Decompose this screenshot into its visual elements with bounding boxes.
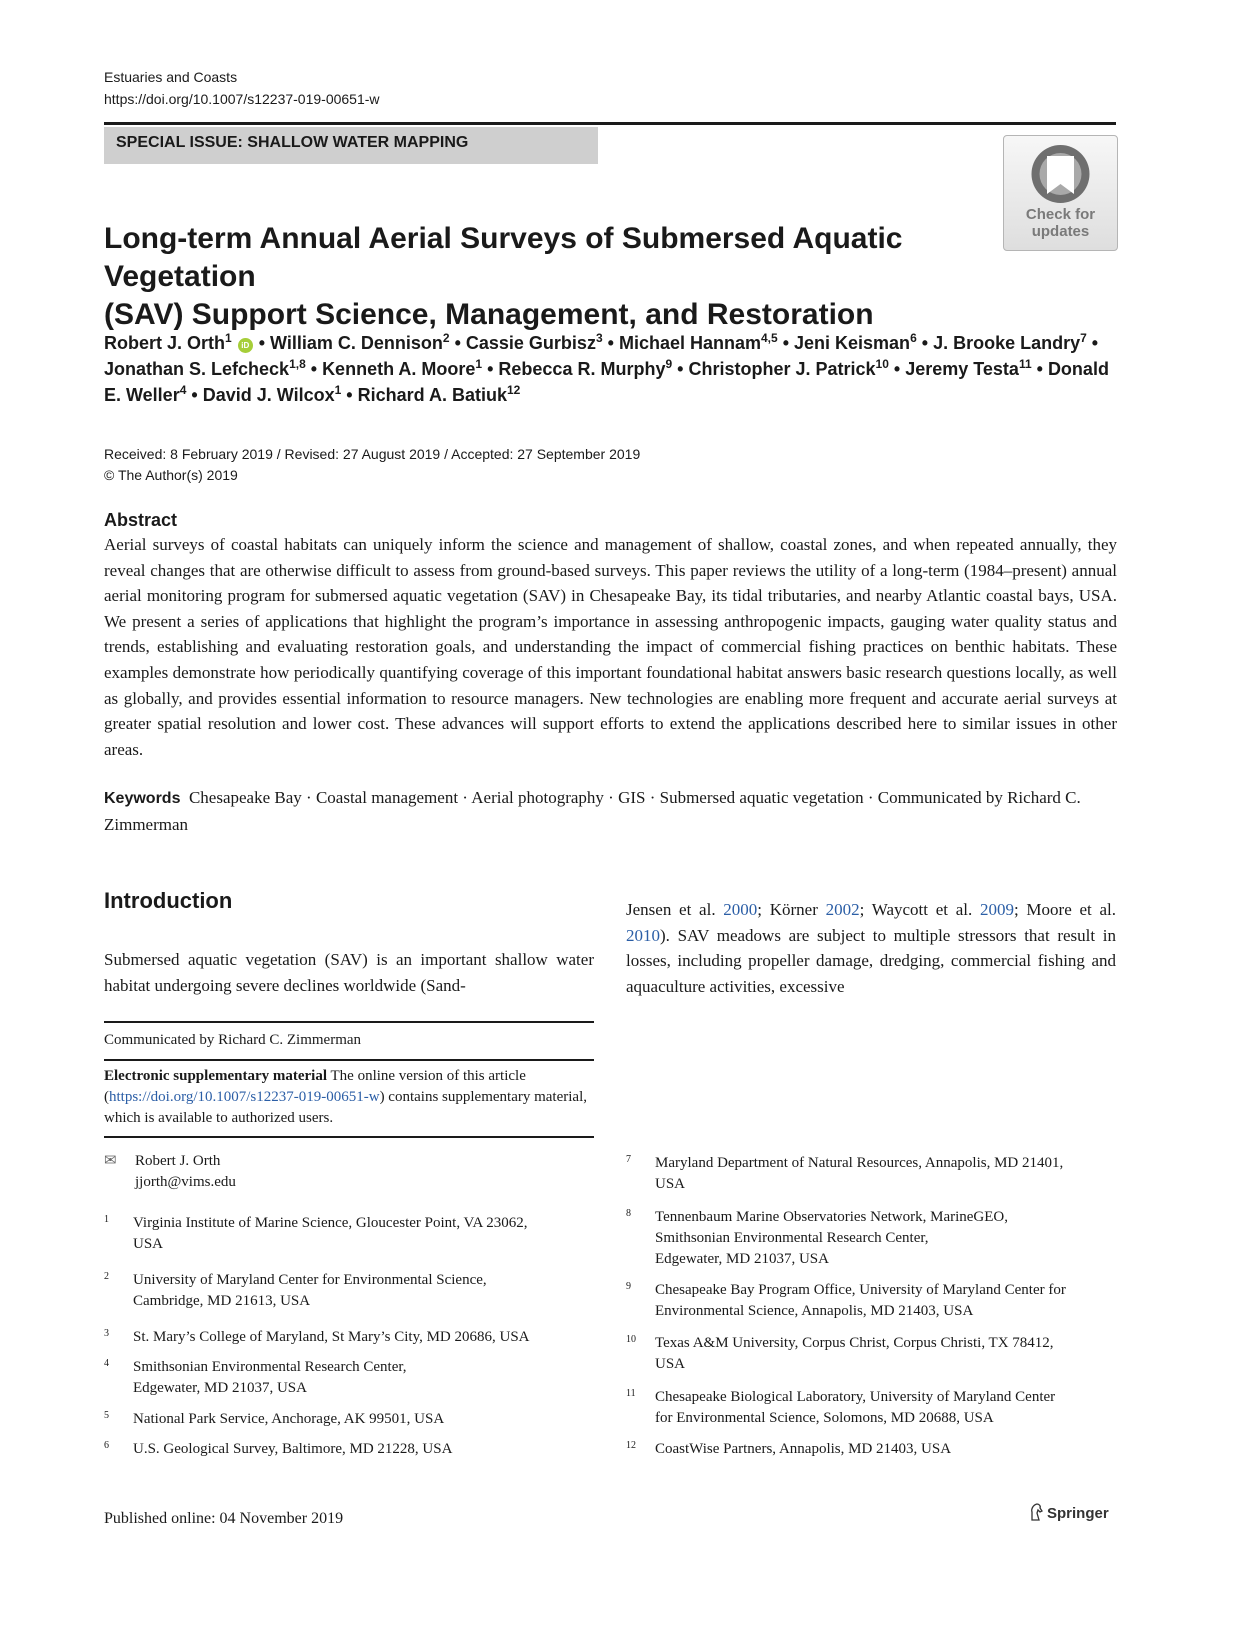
- author-affiliation-sup: 2: [442, 331, 450, 345]
- journal-header: [104, 66, 380, 110]
- published-online: Published online: 04 November 2019: [104, 1510, 344, 1527]
- author-separator: •: [777, 333, 794, 353]
- author-affiliation-sup: 4: [179, 383, 187, 397]
- author[interactable]: [270, 333, 450, 353]
- affiliation-number: 6: [104, 1440, 109, 1451]
- esm-note: [104, 1061, 594, 1136]
- author-affiliation-sup: 12: [506, 383, 521, 397]
- affiliation-number: 9: [626, 1281, 631, 1292]
- affiliation-text: University of Maryland Center for Environmental Science,: [133, 1272, 487, 1288]
- affiliation-8: [626, 1207, 1121, 1270]
- affiliation-text: Edgewater, MD 21037, USA: [133, 1380, 307, 1396]
- author-name: Jonathan S. Lefcheck: [104, 359, 290, 379]
- author-separator: •: [1086, 333, 1099, 353]
- affiliation-text: Smithsonian Environmental Research Center,: [655, 1230, 929, 1246]
- affiliation-12: [626, 1439, 1121, 1460]
- author-affiliation-sup: 1: [475, 357, 483, 371]
- publisher-logo: [1028, 1503, 1109, 1522]
- affiliation-text: CoastWise Partners, Annapolis, MD 21403, USA: [655, 1441, 952, 1457]
- affiliation-text: St. Mary’s College of Maryland, St Mary’s City, MD 20686, USA: [133, 1329, 530, 1345]
- author-separator: •: [253, 333, 271, 353]
- affiliation-text: USA: [655, 1356, 686, 1372]
- author-affiliation-sup: 11: [1018, 357, 1032, 371]
- affiliation-text: Texas A&M University, Corpus Christ, Corpus Christi, TX 78412,: [655, 1335, 1054, 1351]
- citation-link[interactable]: 2010: [626, 925, 660, 945]
- affiliation-4: [104, 1357, 594, 1399]
- affiliation-1: [104, 1213, 594, 1255]
- intro-text: ). SAV meadows are subject to multiple stressors that result in losses, including propeller damage, dredging, commercial fishing and aquaculture activities, excessive: [626, 925, 1116, 996]
- affiliation-text: USA: [655, 1176, 686, 1192]
- author-separator: •: [305, 359, 323, 379]
- author-name: David J. Wilcox: [202, 385, 335, 405]
- affiliation-text: Smithsonian Environmental Research Center,: [133, 1359, 407, 1375]
- title-line-1: Long-term Annual Aerial Surveys of Submersed Aquatic Vegetation: [104, 222, 903, 293]
- author-list: [104, 330, 1124, 408]
- affiliation-text: Cambridge, MD 21613, USA: [133, 1293, 311, 1309]
- esm-link[interactable]: https://doi.org/10.1007/s12237-019-00651-w: [109, 1089, 380, 1105]
- author-affiliation-sup: 4,5: [761, 331, 778, 345]
- affiliation-number: 7: [626, 1154, 631, 1165]
- affiliation-text: Virginia Institute of Marine Science, Gloucester Point, VA 23062,: [133, 1215, 528, 1231]
- crossmark-label-1: Check for: [1025, 206, 1096, 223]
- affiliation-6: [104, 1439, 594, 1460]
- author[interactable]: [498, 359, 672, 379]
- footnote-rule: [104, 1136, 594, 1138]
- author-name: Jeremy Testa: [905, 359, 1019, 379]
- affiliation-text: Environmental Science, Annapolis, MD 21403, USA: [655, 1303, 974, 1319]
- affiliation-number: 12: [626, 1440, 636, 1451]
- intro-paragraph-right: [626, 897, 1116, 999]
- author[interactable]: [619, 333, 778, 353]
- author-affiliation-sup: 1,8: [289, 357, 306, 371]
- envelope-icon: ✉: [104, 1153, 117, 1169]
- intro-paragraph-left: Submersed aquatic vegetation (SAV) is an important shallow water habitat undergoing severe declines worldwide (Sand-: [104, 950, 594, 995]
- affiliation-9: [626, 1280, 1121, 1322]
- communicated-by: Communicated by Richard C. Zimmerman: [104, 1032, 362, 1048]
- affiliation-text: U.S. Geological Survey, Baltimore, MD 21228, USA: [133, 1441, 453, 1457]
- author[interactable]: [905, 359, 1031, 379]
- corresponding-author: Robert J. Orth: [135, 1153, 221, 1169]
- author[interactable]: [322, 359, 482, 379]
- author[interactable]: [203, 385, 342, 405]
- header-rule: [104, 122, 1116, 125]
- affiliation-text: Chesapeake Biological Laboratory, University of Maryland Center: [655, 1389, 1056, 1405]
- author-name: Kenneth A. Moore: [322, 359, 476, 379]
- author-separator: •: [916, 333, 934, 353]
- affiliation-text: Chesapeake Bay Program Office, University of Maryland Center for: [655, 1282, 1066, 1298]
- author[interactable]: [794, 333, 917, 353]
- keywords: [104, 785, 1117, 837]
- author-name: J. Brooke Landry: [933, 333, 1081, 353]
- affiliation-text: Tennenbaum Marine Observatories Network, MarineGEO,: [655, 1209, 1009, 1225]
- affiliation-text: USA: [133, 1236, 164, 1252]
- affiliation-number: 5: [104, 1410, 109, 1421]
- abstract-text: Aerial surveys of coastal habitats can uniquely inform the science and management of shallow, coastal zones, and when repeated annually, they reveal changes that are otherwise difficult to assess from ground-based surveys. This paper reviews the utility of a long-term (1984–present) annual aerial monitoring program for submersed aquatic vegetation (SAV) in Chesapeake Bay, its tidal tributaries, and nearby Atlantic coastal bays, USA. We present a series of applications that highlight the program’s importance in assessing anthropogenic impacts, gauging water quality status and trends, establishing and evaluating restoration goals, and understanding the impact of commercial fishing practices on benthic habitats. These examples demonstrate how periodically quantifying coverage of this important foundational habitat answers basic research questions locally, as well as globally, and provides essential information to resource managers. New technologies are enabling more frequent and accurate aerial surveys at greater spatial resolution and lower cost. These advances will support efforts to extend the applications described here to similar issues in other areas.: [104, 535, 1117, 759]
- affiliation-10: [626, 1333, 1121, 1375]
- author[interactable]: [358, 385, 521, 405]
- correspondence: [104, 1151, 236, 1193]
- affiliation-2: [104, 1270, 594, 1312]
- author[interactable]: [933, 333, 1087, 353]
- esm-label: Electronic supplementary material: [104, 1068, 328, 1084]
- author-affiliation-sup: 1: [225, 331, 232, 345]
- article-title: [104, 220, 1004, 334]
- author-name: Cassie Gurbisz: [465, 333, 596, 353]
- intro-text: ; Waycott et al.: [859, 900, 980, 919]
- esm-text: The online version of this article (: [104, 1068, 526, 1105]
- keywords-label: Keywords: [104, 790, 181, 807]
- check-for-updates-badge[interactable]: [1003, 135, 1118, 251]
- doi-link[interactable]: https://doi.org/10.1007/s12237-019-00651-w: [104, 91, 380, 107]
- special-issue-banner: [104, 127, 598, 164]
- author-name: Robert J. Orth: [104, 333, 226, 353]
- author-separator: •: [602, 333, 619, 353]
- affiliation-number: 4: [104, 1358, 109, 1369]
- author-name: William C. Dennison: [270, 333, 443, 353]
- author-separator: •: [341, 385, 358, 405]
- author[interactable]: [688, 359, 888, 379]
- author-separator: •: [482, 359, 499, 379]
- affiliation-text: Maryland Department of Natural Resources, Annapolis, MD 21401,: [655, 1155, 1064, 1171]
- intro-text: Jensen et al.: [626, 900, 724, 919]
- keywords-list: Chesapeake Bay · Coastal management · Aerial photography · GIS · Submersed aquatic vegetation · Communicated by Richard C. Zimmerman: [104, 788, 1081, 834]
- affiliation-3: [104, 1327, 594, 1348]
- author-affiliation-sup: 3: [595, 331, 603, 345]
- author-name: Michael Hannam: [618, 333, 761, 353]
- corresponding-email[interactable]: jjorth@vims.edu: [135, 1174, 236, 1190]
- esm-text: ) contains supplementary material, which is available to authorized users.: [104, 1089, 587, 1126]
- intro-text: ; Moore et al.: [1013, 900, 1116, 919]
- author-name: Rebecca R. Murphy: [498, 359, 666, 379]
- crossmark-icon: [1004, 138, 1117, 208]
- introduction-heading: Introduction: [104, 888, 233, 913]
- affiliation-7: [626, 1153, 1121, 1195]
- affiliation-number: 8: [626, 1208, 631, 1219]
- author-affiliation-sup: 7: [1080, 331, 1087, 345]
- affiliation-text: Edgewater, MD 21037, USA: [655, 1251, 829, 1267]
- history-dates: Received: 8 February 2019 / Revised: 27 August 2019 / Accepted: 27 September 2019: [104, 446, 641, 462]
- abstract-heading: Abstract: [104, 510, 178, 530]
- footnote-box: [104, 1021, 594, 1138]
- author-separator: •: [449, 333, 466, 353]
- orcid-icon[interactable]: iD: [238, 338, 253, 353]
- author-separator: •: [1031, 359, 1048, 379]
- special-issue-label: SPECIAL ISSUE: SHALLOW WATER MAPPING: [116, 134, 469, 151]
- crossmark-label-2: updates: [1031, 223, 1090, 240]
- affiliation-5: [104, 1409, 594, 1430]
- affiliation-number: 3: [104, 1328, 109, 1339]
- affiliation-text: National Park Service, Anchorage, AK 99501, USA: [133, 1411, 445, 1427]
- author-name: Donald E. Weller: [104, 359, 1109, 405]
- affiliation-number: 1: [104, 1214, 109, 1225]
- journal-name: Estuaries and Coasts: [104, 69, 238, 85]
- author-separator: •: [186, 385, 203, 405]
- author-name: Jeni Keisman: [794, 333, 911, 353]
- title-line-2: (SAV) Support Science, Management, and Restoration: [104, 298, 874, 331]
- affiliation-text: for Environmental Science, Solomons, MD 20688, USA: [655, 1410, 994, 1426]
- citation-link[interactable]: 2009: [979, 900, 1014, 919]
- author-affiliation-sup: 6: [910, 331, 917, 345]
- affiliation-number: 10: [626, 1334, 636, 1345]
- springer-horse-icon: [1028, 1503, 1044, 1521]
- author-affiliation-sup: 10: [875, 357, 889, 371]
- author[interactable]: [466, 333, 603, 353]
- affiliation-number: 2: [104, 1271, 109, 1282]
- author[interactable]: [104, 359, 306, 379]
- author-name: Christopher J. Patrick: [688, 359, 876, 379]
- author-separator: •: [888, 359, 906, 379]
- publisher-name: Springer: [1047, 1505, 1109, 1522]
- article-dates: [104, 444, 640, 486]
- citation-link[interactable]: 2000: [723, 900, 758, 919]
- author-affiliation-sup: 1: [334, 383, 342, 397]
- citation-link[interactable]: 2002: [825, 900, 860, 919]
- copyright-notice: © The Author(s) 2019: [104, 467, 238, 483]
- author-separator: •: [672, 359, 689, 379]
- author-affiliation-sup: 9: [665, 357, 673, 371]
- affiliation-11: [626, 1387, 1121, 1429]
- affiliation-number: 11: [626, 1388, 636, 1399]
- author-name: Richard A. Batiuk: [357, 385, 507, 405]
- author[interactable]: [104, 333, 254, 353]
- intro-text: ; Körner: [757, 900, 826, 919]
